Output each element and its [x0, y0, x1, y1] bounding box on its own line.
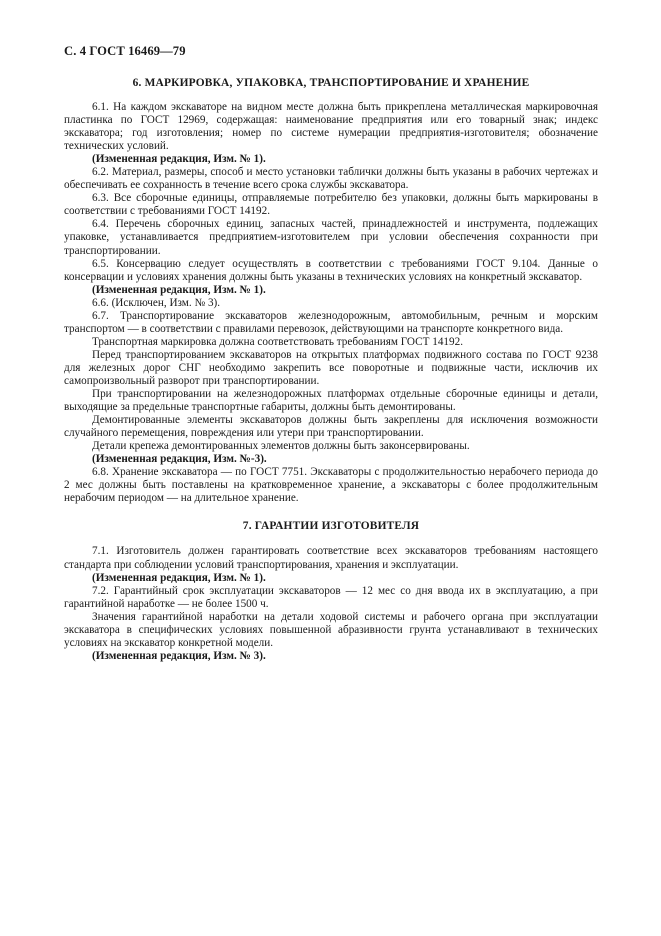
section-7-title: 7. ГАРАНТИИ ИЗГОТОВИТЕЛЯ: [242, 520, 420, 533]
amendment-note: (Измененная редакция, Изм. № 1).: [92, 283, 266, 296]
document-body: [64, 76, 598, 663]
paragraph-7-2: 7.2. Гарантийный срок эксплуатации экскаваторов — 12 мес со дня ввода их в эксплуатацию, а при гарантийной наработке — не более 1500 ч.: [64, 584, 598, 610]
paragraph-6-6: 6.6. (Исключен, Изм. № 3).: [92, 296, 221, 309]
paragraph-7-1: 7.1. Изготовитель должен гарантировать соответствие всех экскаваторов требованиям настоящего стандарта при соблюдении условий транспортирования, хранения и эксплуатации.: [64, 545, 598, 571]
paragraph-6-3: 6.3. Все сборочные единицы, отправляемые потребителю без упаковки, должны быть маркированы в соответствии с требованиями ГОСТ 14192.: [64, 192, 598, 218]
paragraph-6-7: 6.7. Транспортирование экскаваторов железнодорожным, автомобильным, речным и морским транспортом — в соответствии с правилами перевозок, действующими на транспорте конкретного вида.: [64, 309, 598, 335]
paragraph-6-7-platforms: Перед транспортированием экскаваторов на открытых платформах подвижного состава по ГОСТ 9238 для железных дорог СНГ необходимо закрепить все поворотные и подвижные части, исключив их самопроизвольный разворот при транспортировании.: [64, 348, 598, 387]
page-header: С. 4 ГОСТ 16469—79: [64, 44, 186, 58]
paragraph-6-8: 6.8. Хранение экскаватора — по ГОСТ 7751. Экскаваторы с продолжительностью нерабочего периода до 2 мес должны быть поставлены на кратковременное хранение, а экскаваторы с более продолжительным нерабочим периодом — на длительное хранение.: [64, 466, 598, 505]
amendment-note: (Измененная редакция, Изм. №-3).: [92, 453, 267, 466]
section-6-title: 6. МАРКИРОВКА, УПАКОВКА, ТРАНСПОРТИРОВАНИЕ И ХРАНЕНИЕ: [132, 77, 530, 89]
paragraph-6-7-fasteners: Детали крепежа демонтированных элементов должны быть законсервированы.: [92, 440, 470, 453]
amendment-note: (Измененная редакция, Изм. № 3).: [92, 649, 266, 662]
paragraph-6-2: 6.2. Материал, размеры, способ и место установки таблички должны быть указаны в рабочих чертежах и обеспечивать ее сохранность в течение всего срока службы экскаватора.: [64, 166, 598, 192]
paragraph-6-7-dismantled: Демонтированные элементы экскаваторов должны быть закреплены для исключения возможности случайного перемещения, повреждения или утери при транспортировании.: [64, 414, 598, 440]
paragraph-6-1: 6.1. На каждом экскаваторе на видном месте должна быть прикреплена металлическая маркировочная пластинка по ГОСТ 12969, содержащая: наименование предприятия или его товарный знак; индекс экскаватора; год изготовления; номер по системе нумерации предприятия-изготовителя; обозначение технических условий.: [64, 101, 598, 153]
amendment-note: (Измененная редакция, Изм. № 1).: [92, 153, 266, 166]
paragraph-6-7-railway: При транспортировании на железнодорожных платформах отдельные сборочные единицы и детали, выходящие за предельные транспортные габариты, должны быть демонтированы.: [64, 388, 598, 414]
paragraph-6-7-marking: Транспортная маркировка должна соответствовать требованиям ГОСТ 14192.: [92, 335, 463, 348]
paragraph-6-4: 6.4. Перечень сборочных единиц, запасных частей, принадлежностей и инструмента, подлежащих упаковке, устанавливается предприятием-изготовителем при условии обеспечения сохранности при транспортировании.: [64, 218, 598, 257]
amendment-note: (Измененная редакция, Изм. № 1).: [92, 571, 266, 584]
paragraph-6-5: 6.5. Консервацию следует осуществлять в соответствии с требованиями ГОСТ 9.104. Данные о консервации и условиях хранения должны быть указаны в технических условиях на конкретный экскаватор.: [64, 257, 598, 283]
paragraph-7-2-values: Значения гарантийной наработки на детали ходовой системы и рабочего органа при эксплуатации экскаватора в специфических условиях повышенной абразивности грунта устанавливают в технических условиях на экскаватор конкретной модели.: [64, 610, 598, 649]
